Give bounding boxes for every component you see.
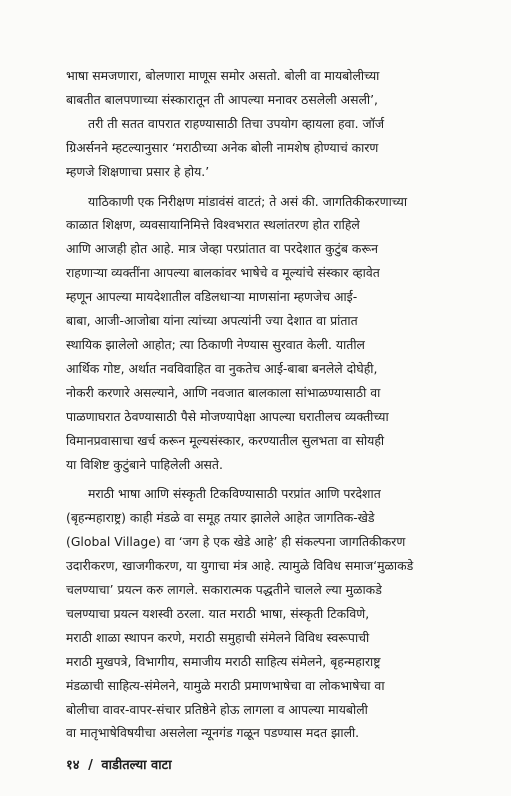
- text-line: ग्रिअर्सनने म्हटल्यानुसार ‘मराठीच्या अनेक बोली नामशेष होण्याचं कारण: [66, 139, 379, 155]
- text-line: याठिकाणी एक निरीक्षण मांडावंसं वाटतं; ते असं की. जागतिकीकरणाच्या: [88, 193, 408, 209]
- text-line: (Global Village) वा ‘जग हे एक खेडे आहे’ ही संकल्पना जागतिकीकरण: [66, 534, 406, 550]
- text-line: (बृहन्महाराष्ट्र) काही मंडळे वा समूह तयार झालेले आहेत जागतिक-खेडे: [66, 510, 375, 526]
- text-line: भाषा समजणारा, बोलणारा माणूस समोर असतो. बोली वा मायबोलीच्या: [66, 68, 380, 83]
- text-line: उदारीकरण, खाजगीकरण, या युगाचा मंत्र आहे. त्यामुळे विविध समाज‘मुळाकडे: [66, 558, 414, 574]
- paragraph: [66, 64, 444, 184]
- text-line: राहणाऱ्या व्यक्तींना आपल्या बालकांवर भाषेचे व मूल्यांचे संस्कार व्हावेत: [66, 265, 380, 281]
- text-line: या विशिष्ट कुटुंबाने पाहिलेली असते.: [66, 456, 223, 472]
- paragraph: [66, 482, 444, 745]
- text-line: काळात शिक्षण, व्यवसायानिमित्ते विश्वभरात स्थलांतरण होत राहिले: [66, 217, 360, 233]
- text-line: पाळणाघरात ठेवण्यासाठी पैसे मोजण्यापेक्षा आपल्या घरातीलच व्यक्तीच्या: [66, 408, 389, 424]
- book-title: वाडीतल्या वाटा: [101, 758, 172, 773]
- text-line: चलण्याचा’ प्रयत्न करु लागले. सकारात्मक पद्धतीने चालले ल्या मुळाकडे: [66, 582, 382, 598]
- text-line: नोकरी करणारे असल्याने, आणि नवजात बालकाला सांभाळण्यासाठी वा: [66, 384, 381, 400]
- footer-separator: /: [88, 758, 93, 773]
- text-line: मराठी भाषा आणि संस्कृती टिकविण्यासाठी परप्रांत आणि परदेशात: [88, 486, 381, 502]
- text-line: स्थायिक झालेलो आहोत; त्या ठिकाणी नेण्यास सुरवात केली. यातील: [66, 336, 365, 352]
- text-line: विमानप्रवासाचा खर्च करून मूल्यसंस्कार, करण्यातील सुलभता वा सोयही: [66, 432, 385, 448]
- text-line: आर्थिक गोष्ट, अर्थात नवविवाहित वा नुकतेच आई-बाबा बनलेले दोघेही,: [66, 360, 378, 376]
- paragraph: [66, 190, 444, 477]
- page-number: १४: [66, 758, 80, 773]
- text-line: बोलीचा वावर-वापर-संचार प्रतिष्ठेने होऊ लागला व आपल्या मायबोली: [66, 701, 368, 717]
- page-footer: [66, 755, 176, 773]
- text-line: तरी ती सतत वापरात राहण्यासाठी तिचा उपयोग व्हायला हवा. जॉर्ज: [88, 115, 385, 131]
- text-line: मराठी मुखपत्रे, विभागीय, समाजीय मराठी साहित्य संमेलने, बृहन्महाराष्ट्र: [66, 653, 381, 669]
- text-line: बाबा, आजी-आजोबा यांना त्यांच्या अपत्यांनी ज्या देशात वा प्रांतात: [66, 313, 358, 329]
- text-line: म्हणजे शिक्षणाचा प्रसार हे होय.’: [66, 163, 210, 179]
- body-text: [66, 64, 444, 745]
- text-line: मंडळाची साहित्य-संमेलने, यामुळे मराठी प्रमाणभाषेचा वा लोकभाषेचा वा: [66, 677, 385, 693]
- text-line: मराठी शाळा स्थापन करणे, मराठी समुहाची संमेलने विविध स्वरूपाची: [66, 629, 370, 645]
- text-line: चलण्याचा प्रयत्न यशस्वी ठरला. यात मराठी भाषा, संस्कृती टिकविणे,: [66, 605, 370, 621]
- text-line: वा मातृभाषेविषयीचा असलेला न्यूनगंड गळून पडण्यास मदत झाली.: [66, 725, 360, 741]
- text-line: बाबतीत बालपणाच्या संस्कारातून ती आपल्या मनावर ठसलेली असली’,: [66, 91, 378, 107]
- text-line: आणि आजही होत आहे. मात्र जेव्हा परप्रांतात वा परदेशात कुटुंब करून: [66, 241, 378, 257]
- text-line: म्हणून आपल्या मायदेशातील वडिलधाऱ्या माणसांना म्हणजेच आई-: [66, 289, 358, 305]
